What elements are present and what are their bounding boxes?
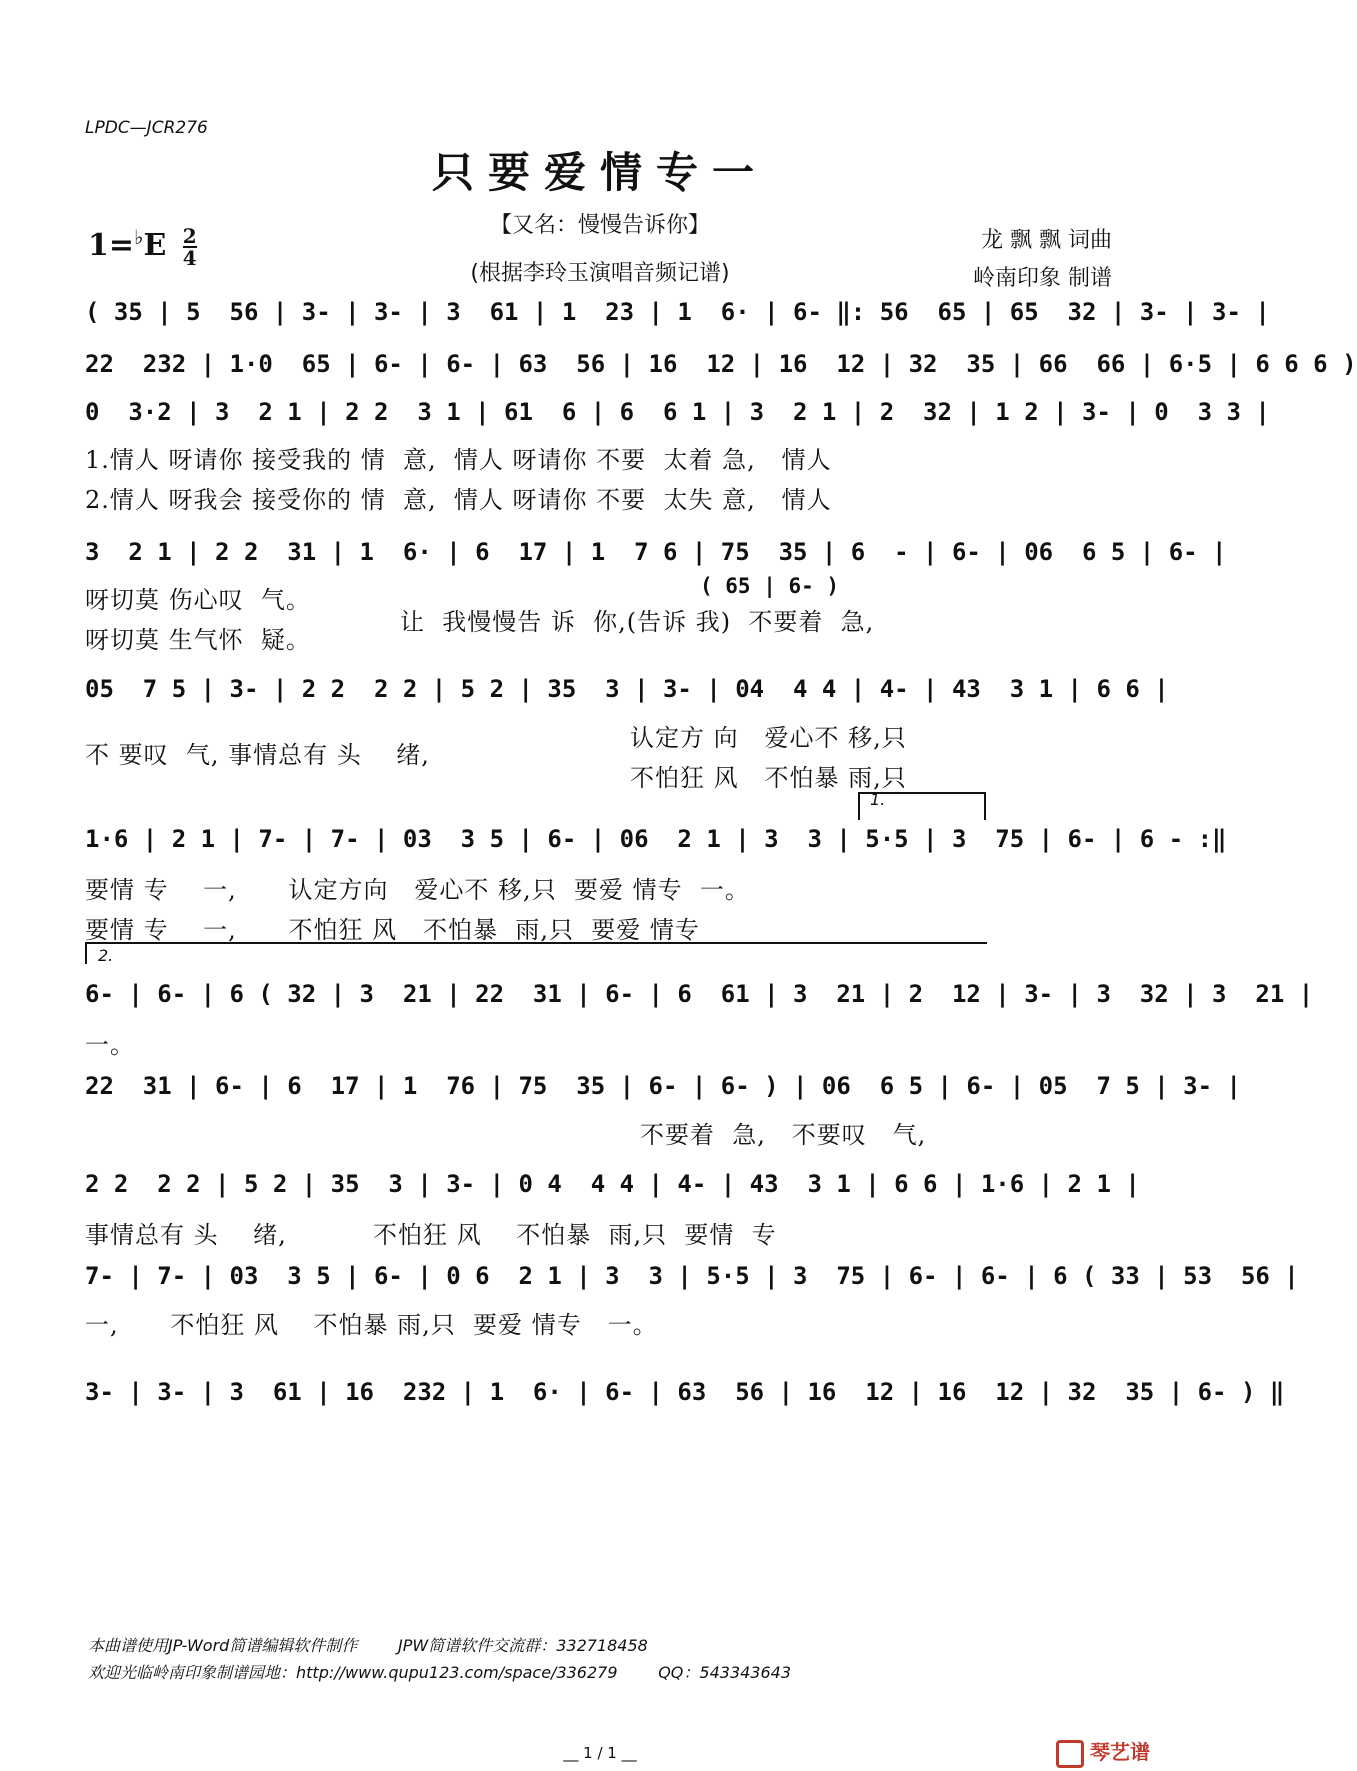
alternate-title: 【又名：慢慢告诉你】 [489, 213, 710, 238]
arranger-credit: 岭南印象 制谱 [973, 266, 1112, 291]
interlude-fill: ( 65 | 6- ) [700, 574, 840, 598]
credits [973, 222, 1112, 298]
time-denominator: 4 [182, 246, 197, 270]
key-note: E [143, 228, 167, 263]
score-line-5: 05 7 5 | 3- | 2 2 2 2 | 5 2 | 35 3 | 3- | 04 4 4 | 4- | 43 3 1 | 6 6 | [85, 675, 1169, 703]
lyric-line-7: 一。 [85, 1031, 135, 1059]
volta-second: 2. [98, 946, 114, 965]
score-line-11: 3- | 3- | 3 61 | 16 232 | 1 6· | 6- | 63 56 | 16 12 | 16 12 | 32 35 | 6- ) ‖ [85, 1378, 1285, 1406]
score-line-10: 7- | 7- | 03 3 5 | 6- | 0 6 2 1 | 3 3 | 5·5 | 3 75 | 6- | 6- | 6 ( 33 | 53 56 | [85, 1262, 1299, 1290]
lyric-verse-2: 2.情人 呀我会 接受你的 情 意, 情人 呀请你 不要 太失 意, 情人 [85, 486, 832, 514]
lyric-line-5a: 不 要叹 气, 事情总有 头 绪, [85, 741, 430, 769]
lyric-line-4b: 呀切莫 生气怀 疑。 [85, 626, 311, 654]
score-code: LPDC—JCR276 [85, 118, 208, 138]
lyric-verse-1: 1.情人 呀请你 接受我的 情 意, 情人 呀请你 不要 太着 急, 情人 [85, 446, 832, 474]
logo-text: 琴艺谱 [1090, 1740, 1150, 1764]
source-note: (根据李玲玉演唱音频记谱) [470, 261, 730, 286]
score-line-8: 22 31 | 6- | 6 17 | 1 76 | 75 35 | 6- | 6- ) | 06 6 5 | 6- | 05 7 5 | 3- | [85, 1072, 1241, 1100]
key-label: 1= [88, 228, 135, 263]
score-line-9: 2 2 2 2 | 5 2 | 35 3 | 3- | 0 4 4 4 | 4- | 43 3 1 | 6 6 | 1·6 | 2 1 | [85, 1170, 1140, 1198]
time-numerator: 2 [182, 224, 197, 248]
lyric-line-4a: 呀切莫 伤心叹 气。 [85, 586, 311, 614]
volta-first: 1. [870, 790, 886, 809]
score-line-6: 1·6 | 2 1 | 7- | 7- | 03 3 5 | 6- | 06 2 1 | 3 3 | 5·5 | 3 75 | 6- | 6 - :‖ [85, 825, 1227, 853]
footer-line-1: 本曲谱使用JP-Word简谱编辑软件制作 JPW简谱软件交流群：332718458 [88, 1636, 648, 1655]
footer-line-2: 欢迎光临岭南印象制谱园地：http://www.qupu123.com/space/336279 QQ：543343643 [88, 1663, 792, 1682]
flat-sign: ♭ [134, 225, 144, 249]
lyric-line-8: 不要着 急, 不要叹 气, [640, 1121, 927, 1149]
composer-credit: 龙 飘 飘 词曲 [981, 228, 1112, 253]
lyric-line-10: 一, 不怕狂 风 不怕暴 雨,只 要爱 情专 一。 [85, 1311, 658, 1339]
score-line-4: 3 2 1 | 2 2 31 | 1 6· | 6 17 | 1 7 6 | 75 35 | 6 - | 6- | 06 6 5 | 6- | [85, 538, 1227, 566]
lyric-line-5c: 不怕狂 风 不怕暴 雨,只 [630, 764, 907, 792]
volta-second-bracket [85, 942, 987, 964]
lyric-line-4c: 让 我慢慢告 诉 你,(告诉 我) 不要着 急, [400, 608, 875, 636]
song-title: 只要爱情专一 [431, 148, 768, 197]
score-line-7: 6- | 6- | 6 ( 32 | 3 21 | 22 31 | 6- | 6 61 | 3 21 | 2 12 | 3- | 3 32 | 3 21 | [85, 980, 1314, 1008]
page-number: __ 1 / 1 __ [563, 1744, 637, 1762]
score-line-2: 22 232 | 1·0 65 | 6- | 6- | 63 56 | 16 12 | 16 12 | 32 35 | 66 66 | 6·5 | 6 6 6 ) [85, 350, 1357, 378]
score-line-3: 0 3·2 | 3 2 1 | 2 2 3 1 | 61 6 | 6 6 1 | 3 2 1 | 2 32 | 1 2 | 3- | 0 3 3 | [85, 398, 1270, 426]
footer-notes [88, 1632, 791, 1686]
score-line-1: ( 35 | 5 56 | 3- | 3- | 3 61 | 1 23 | 1 6· | 6- ‖: 56 65 | 65 32 | 3- | 3- | [85, 298, 1270, 326]
lyric-line-5b: 认定方 向 爱心不 移,只 [630, 724, 907, 752]
lyric-line-9: 事情总有 头 绪, 不怕狂 风 不怕暴 雨,只 要情 专 [85, 1221, 777, 1249]
lyric-line-6b: 要情 专 一, 不怕狂 风 不怕暴 雨,只 要爱 情专 [85, 916, 700, 944]
lyric-line-6a: 要情 专 一, 认定方向 爱心不 移,只 要爱 情专 一。 [85, 876, 750, 904]
brand-logo [1056, 1736, 1150, 1768]
logo-icon [1056, 1740, 1084, 1768]
volta-first-bracket [858, 792, 986, 820]
